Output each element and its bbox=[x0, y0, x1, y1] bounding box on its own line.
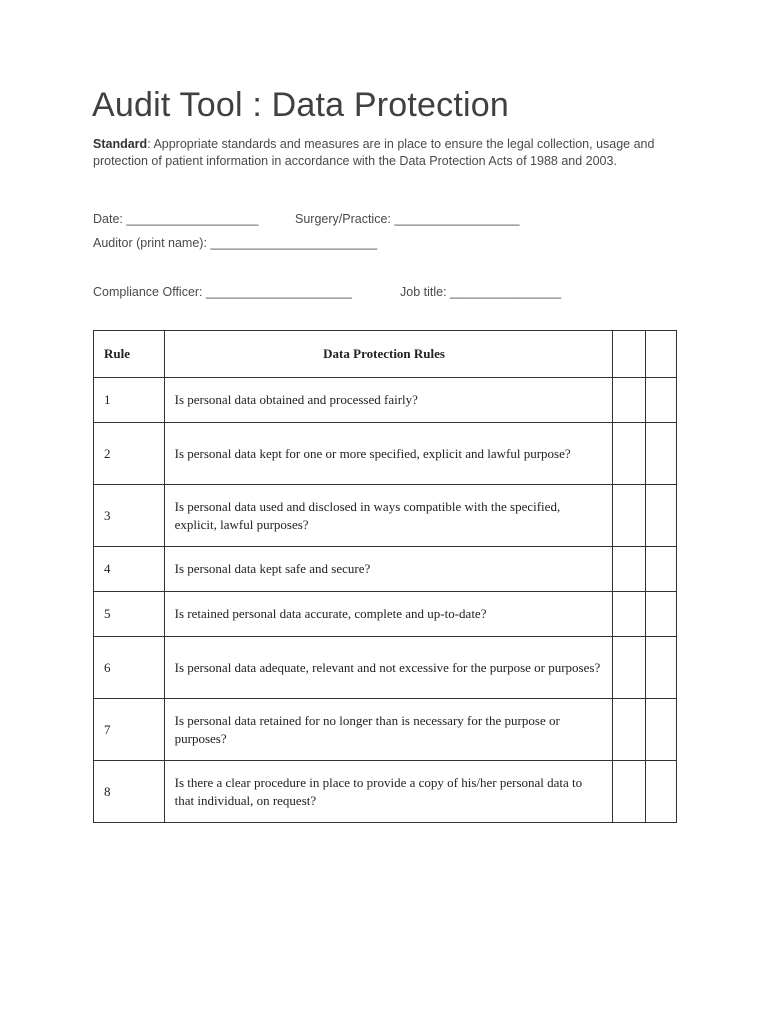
standard-text: : Appropriate standards and measures are in place to ensure the legal collection, usage and protection of patient information in accordance with the Data Protection Acts of 1988 and 2003. bbox=[93, 137, 655, 168]
table-row bbox=[94, 423, 677, 485]
check-cell[interactable] bbox=[646, 592, 677, 637]
rule-number: 5 bbox=[94, 592, 165, 637]
date-field[interactable]: Date: ___________________ bbox=[93, 212, 259, 226]
check-cell[interactable] bbox=[646, 485, 677, 547]
page-title: Audit Tool : Data Protection bbox=[92, 86, 509, 124]
rule-text: Is personal data kept for one or more specified, explicit and lawful purpose? bbox=[164, 423, 612, 485]
check-cell[interactable] bbox=[646, 637, 677, 699]
data-protection-rules-table bbox=[93, 330, 677, 823]
check-cell[interactable] bbox=[612, 423, 646, 485]
table-row bbox=[94, 699, 677, 761]
rule-text: Is personal data kept safe and secure? bbox=[164, 547, 612, 592]
rule-text: Is there a clear procedure in place to provide a copy of his/her personal data to that individual, on request? bbox=[164, 761, 612, 823]
check-column-header-2 bbox=[646, 331, 677, 378]
rule-number: 7 bbox=[94, 699, 165, 761]
table-row bbox=[94, 547, 677, 592]
rule-number: 4 bbox=[94, 547, 165, 592]
rule-text: Is retained personal data accurate, complete and up-to-date? bbox=[164, 592, 612, 637]
check-cell[interactable] bbox=[646, 547, 677, 592]
rule-text: Is personal data adequate, relevant and not excessive for the purpose or purposes? bbox=[164, 637, 612, 699]
check-cell[interactable] bbox=[612, 485, 646, 547]
check-cell[interactable] bbox=[612, 378, 646, 423]
rule-text: Is personal data obtained and processed fairly? bbox=[164, 378, 612, 423]
surgery-practice-field[interactable]: Surgery/Practice: __________________ bbox=[295, 212, 520, 226]
table-row bbox=[94, 592, 677, 637]
check-cell[interactable] bbox=[612, 761, 646, 823]
table-row bbox=[94, 378, 677, 423]
rule-number: 8 bbox=[94, 761, 165, 823]
check-cell[interactable] bbox=[612, 547, 646, 592]
compliance-officer-field[interactable]: Compliance Officer: _____________________ bbox=[93, 285, 352, 299]
rule-number: 1 bbox=[94, 378, 165, 423]
table-header-row bbox=[94, 331, 677, 378]
check-cell[interactable] bbox=[646, 378, 677, 423]
table-row bbox=[94, 761, 677, 823]
rule-text: Is personal data used and disclosed in ways compatible with the specified, explicit, lawful purposes? bbox=[164, 485, 612, 547]
check-cell[interactable] bbox=[646, 699, 677, 761]
check-cell[interactable] bbox=[646, 423, 677, 485]
check-cell[interactable] bbox=[646, 761, 677, 823]
job-title-field[interactable]: Job title: ________________ bbox=[400, 285, 562, 299]
check-column-header-1 bbox=[612, 331, 646, 378]
rule-text: Is personal data retained for no longer than is necessary for the purpose or purposes? bbox=[164, 699, 612, 761]
rule-number: 2 bbox=[94, 423, 165, 485]
standard-statement bbox=[93, 136, 683, 170]
table-row bbox=[94, 485, 677, 547]
rule-number: 3 bbox=[94, 485, 165, 547]
check-cell[interactable] bbox=[612, 637, 646, 699]
rule-number: 6 bbox=[94, 637, 165, 699]
rule-column-header: Rule bbox=[94, 331, 165, 378]
auditor-name-field[interactable]: Auditor (print name): ________________________ bbox=[93, 236, 378, 250]
check-cell[interactable] bbox=[612, 592, 646, 637]
rules-column-header: Data Protection Rules bbox=[164, 331, 612, 378]
table-row bbox=[94, 637, 677, 699]
check-cell[interactable] bbox=[612, 699, 646, 761]
standard-label: Standard bbox=[93, 137, 148, 151]
